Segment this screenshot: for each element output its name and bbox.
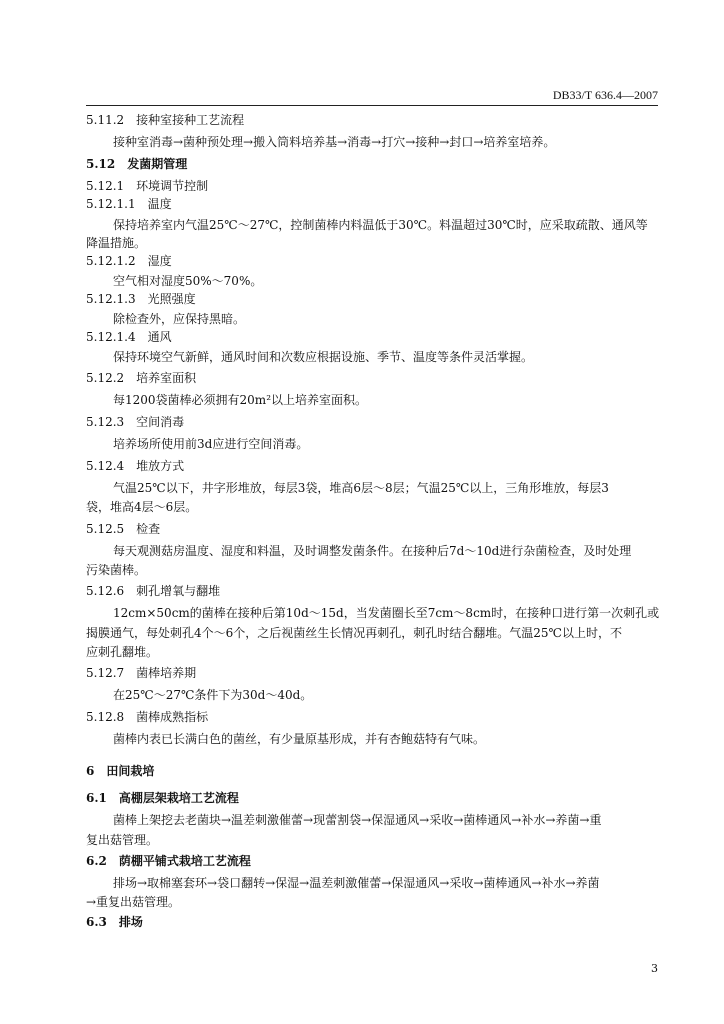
body-line: 每天观测菇房温度、湿度和料温，及时调整发菌条件。在接种后7d～10d进行杂菌检查，及时处理 bbox=[113, 544, 632, 558]
body-line: 除检查外，应保持黑暗。 bbox=[113, 312, 246, 326]
body-line: 保持环境空气新鲜，通风时间和次数应根据设施、季节、温度等条件灵活掌握。 bbox=[113, 350, 534, 364]
body-line: 每1200袋菌棒必须拥有20m²以上培养室面积。 bbox=[113, 393, 367, 407]
section-heading: 6.2 荫棚平铺式栽培工艺流程 bbox=[86, 854, 251, 868]
body-line: 气温25℃以下，井字形堆放，每层3袋，堆高6层～8层；气温25℃以上，三角形堆放，每层3 bbox=[113, 481, 609, 495]
body-line: 接种室消毒→菌种预处理→搬入筒料培养基→消毒→打穴→接种→封口→培养室培养。 bbox=[113, 135, 556, 149]
body-line: 复出菇管理。 bbox=[86, 833, 159, 847]
section-heading: 6 田间栽培 bbox=[86, 764, 155, 778]
section-heading: 5.12.5 检查 bbox=[86, 522, 161, 536]
header-rule bbox=[86, 105, 658, 106]
body-line: 袋，堆高4层～6层。 bbox=[86, 500, 198, 514]
body-line: 菌棒上架挖去老菌块→温差刺激催蕾→现蕾割袋→保湿通风→采收→菌棒通风→补水→养菌→重 bbox=[113, 813, 602, 827]
section-heading: 5.12.8 菌棒成熟指标 bbox=[86, 710, 209, 724]
section-heading: 6.1 高棚层架栽培工艺流程 bbox=[86, 791, 239, 805]
body-line: 污染菌棒。 bbox=[86, 563, 147, 577]
page-number: 3 bbox=[651, 962, 658, 975]
body-line: 培养场所使用前3d应进行空间消毒。 bbox=[113, 437, 309, 451]
section-heading: 5.12.2 培养室面积 bbox=[86, 371, 197, 385]
section-heading: 5.12.1.1 温度 bbox=[86, 197, 172, 211]
body-line: 在25℃～27℃条件下为30d～40d。 bbox=[113, 688, 313, 702]
section-heading: 5.12.1.3 光照强度 bbox=[86, 292, 196, 306]
body-line: 保持培养室内气温25℃～27℃，控制菌棒内料温低于30℃。料温超过30℃时，应采取疏散、通风等 bbox=[113, 218, 648, 232]
body-line: 排场→取棉塞套环→袋口翻转→保湿→温差刺激催蕾→保湿通风→采收→菌棒通风→补水→养菌 bbox=[113, 876, 600, 890]
body-line: 空气相对湿度50%～70%。 bbox=[113, 274, 263, 288]
body-line: 降温措施。 bbox=[86, 236, 147, 250]
body-line: 12cm×50cm的菌棒在接种后第10d～15d，当发菌圈长至7cm～8cm时，在接种口进行第一次刺孔或 bbox=[113, 606, 660, 620]
section-heading: 5.12.1 环境调节控制 bbox=[86, 179, 209, 193]
section-heading: 5.12.1.2 湿度 bbox=[86, 254, 172, 268]
section-heading: 5.12.7 菌棒培养期 bbox=[86, 666, 197, 680]
section-heading: 5.12.1.4 通风 bbox=[86, 330, 172, 344]
section-heading: 5.12 发菌期管理 bbox=[86, 157, 188, 171]
section-heading: 5.12.4 堆放方式 bbox=[86, 459, 185, 473]
section-heading: 5.12.3 空间消毒 bbox=[86, 415, 185, 429]
document-code-header: DB33/T 636.4—2007 bbox=[552, 88, 658, 102]
section-heading: 5.11.2 接种室接种工艺流程 bbox=[86, 113, 245, 127]
body-line: →重复出菇管理。 bbox=[86, 895, 181, 909]
body-line: 揭膜通气，每处刺孔4个～6个，之后视菌丝生长情况再刺孔，刺孔时结合翻堆。气温25℃以上时，不 bbox=[86, 626, 622, 640]
section-heading: 6.3 排场 bbox=[86, 915, 143, 929]
body-line: 应刺孔翻堆。 bbox=[86, 645, 159, 659]
body-line: 菌棒内表已长满白色的菌丝，有少量原基形成，并有杏鲍菇特有气味。 bbox=[113, 732, 486, 746]
section-heading: 5.12.6 刺孔增氧与翻堆 bbox=[86, 584, 221, 598]
